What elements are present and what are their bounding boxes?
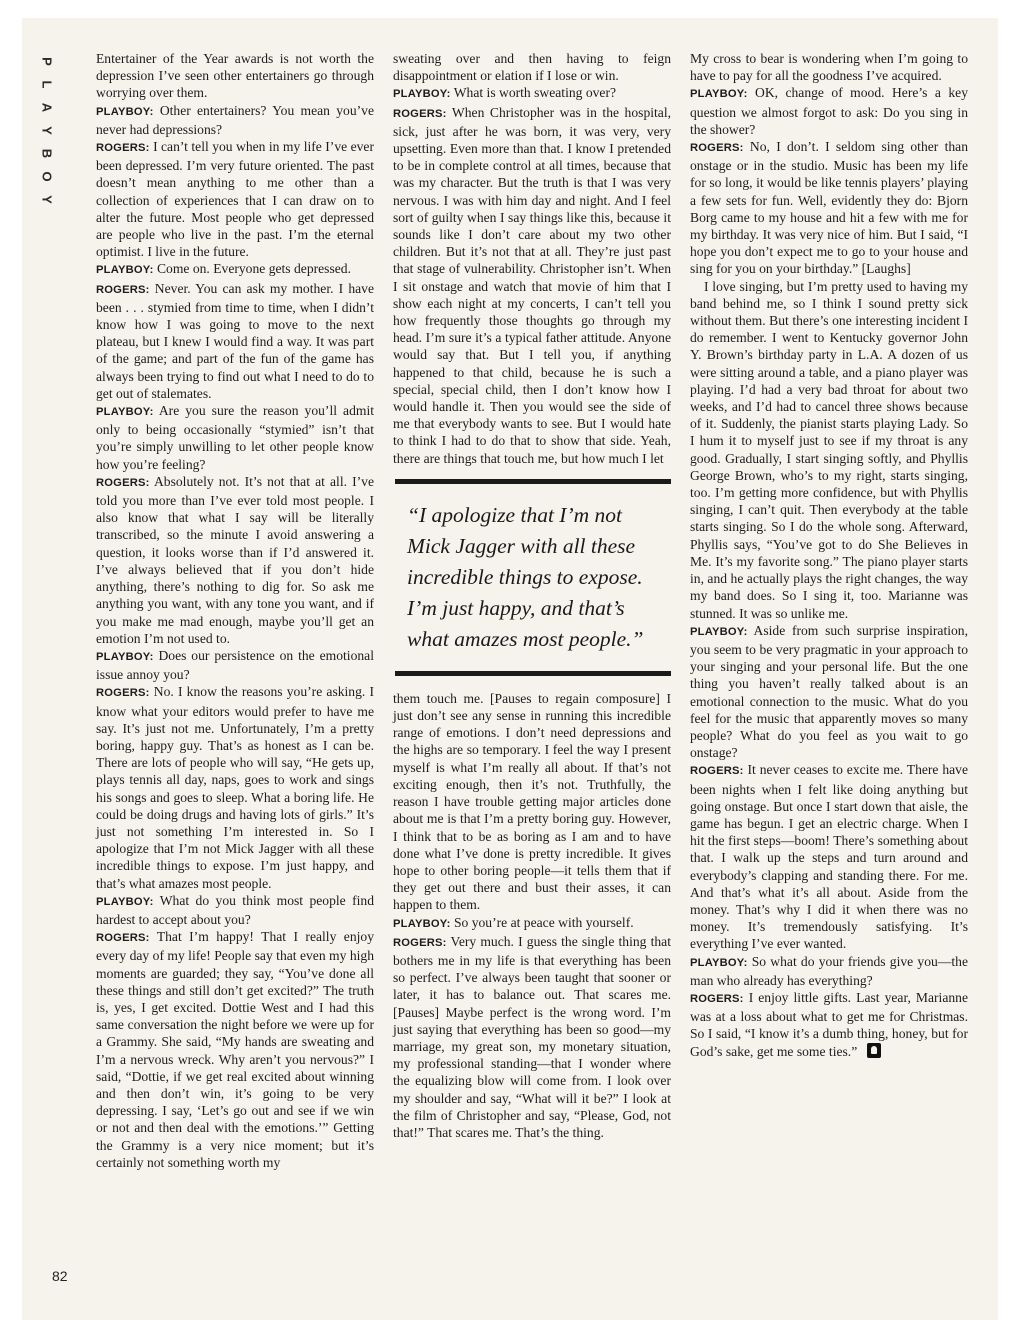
paragraph-text: Never. You can ask my mother. I have been . . . stymied from time to time, when I didn’t know how I was going to move to the next plateau, but I knew I would find a way. It was part of the game; and part of the fun of the game has always been trying to find out what I need to do to get out of stalemates. — [96, 280, 375, 401]
interview-exchange — [96, 892, 374, 928]
side-label-letter: B — [39, 148, 55, 159]
paragraph-text: Entertainer of the Year awards is not worth the depression I’ve seen other entertainers go through worrying over them. — [96, 51, 374, 101]
paragraph-text: That I’m happy! That I really enjoy every day of my life! People say that even my high moments are guarded; they say, “You’ve done all these things and still don’t get excited?” The truth is, yes, I get excited. Dottie West and I had this same conversation the night before we were up for a Grammy. She said, “My hands are sweating and I’m a nervous wreck. Why aren’t you nervous?” I said, “Dottie, if we get real excited about winning and then don’t win, it’s going to be very depressing. I say, ‘Let’s go out and see if we win or not and then deal with the emotions.’” Getting the Grammy is a very nice moment; but it’s certainly not something worth my — [96, 929, 375, 1170]
side-label-letter: P — [39, 57, 55, 66]
speaker-label: PLAYBOY: — [690, 625, 748, 638]
interview-exchange — [690, 761, 968, 952]
paragraph-text: Are you sure the reason you’ll admit only to being occasionally “stymied” isn’t that you’re simply unwilling to let other people know how you’re feeling? — [96, 403, 374, 472]
interview-exchange — [393, 104, 671, 467]
paragraph-text: What do you think most people find hardest to accept about you? — [96, 892, 375, 927]
speaker-label: ROGERS: — [690, 992, 744, 1005]
pull-quote: “I apologize that I’m not Mick Jagger with all these incredible things to expose. I’m just happy, and that’s what amazes most people.” — [407, 502, 644, 651]
speaker-label: ROGERS: — [96, 687, 150, 700]
paragraph-text: I love singing, but I’m pretty used to having my band behind me, so I think I sound pretty sick without them. But there’s one interesting incident I do remember. I went to Kentucky governor John Y. Brown’s birthday party in L.A. A dozen of us were sitting around a table, and a piano player was playing. I’d had a very bad throat for about two weeks, and I’d had to cancel three shows because of it. Suddenly, the pianist starts playing Lady. So I hum it to myself just to see if my throat is any good. Gradually, I start singing softly, and Phyllis George Brown, who’s to my right, starts singing, too. I’m getting more confidence, but with Phyllis singing, I can’t quit. Then everybody at the table starts singing. So I do the whole song. Afterward, Phyllis says, “You’ve got to do She Believes in Me. It’s my favorite song.” The piano player starts in, and he actually plays the right changes, the way my band does. So I sing it, too. Marianne was stunned. It was so unlike me. — [690, 278, 968, 621]
speaker-label: PLAYBOY: — [393, 917, 451, 930]
interview-exchange — [393, 84, 671, 103]
speaker-label: PLAYBOY: — [96, 650, 154, 663]
speaker-label: PLAYBOY: — [690, 956, 748, 969]
interview-exchange — [96, 138, 374, 260]
paragraph-text: Aside from such surprise inspiration, you seem to be very pragmatic in your approach to your singing and your personal life. But the one thing you haven’t really talked about is an emotional connection to the music. What do you feel for the music that apparently moves so many people? What do you feel as you wait to go onstage? — [690, 622, 968, 761]
pull-quote-bottom-rule — [395, 671, 671, 676]
speaker-label: PLAYBOY: — [690, 88, 748, 101]
side-label-letter: L — [39, 80, 55, 89]
body-paragraph — [393, 50, 671, 84]
paragraph-text: OK, change of mood. Here’s a key question we almost forgot to ask: Do you sing in the shower? — [690, 85, 968, 137]
paragraph-text: So what do your friends give you—the man who already has everything? — [690, 953, 968, 988]
paragraph-text: No. I know the reasons you’re asking. I know what your editors would prefer to have me say. It’s just not me. Unfortunately, I’m a pretty boring, happy guy. That’s as honest as I can be. There are lots of people who will say, “He gets up, plays tennis all day, naps, goes to work and sings his songs and goes to sleep. What a boring life. He could be doing drugs and having lots of girls.” It’s just not something I’m interested in. So I apologize that I’m not Mick Jagger with all these incredible things to expose. I’m just happy, and that’s what amazes most people. — [96, 684, 374, 891]
speaker-label: ROGERS: — [96, 932, 150, 945]
article-column-2 — [393, 50, 671, 1141]
interview-exchange — [96, 260, 374, 279]
paragraph-text: No, I don’t. I seldom sing other than onstage or in the studio. Music has been my life for so long, it would be like tennis players’ playing a few sets for fun. Well, evidently they do: Bjorn Borg came to my house and hit a few with me for my birthday. It was very nice of him. But I said, “I hope you don’t expect me to go to your house and sing for you on your birthday.” [Laughs] — [690, 139, 968, 277]
interview-exchange — [393, 914, 671, 933]
paragraph-text: Come on. Everyone gets depressed. — [156, 261, 351, 277]
playboy-bunny-icon — [867, 1043, 881, 1058]
speaker-label: PLAYBOY: — [96, 105, 154, 118]
paragraph-text: sweating over and then having to feign disappointment or elation if I lose or win. — [393, 51, 671, 84]
article-column-3 — [690, 50, 968, 1060]
interview-exchange — [690, 989, 968, 1060]
paragraph-text: It never ceases to excite me. There have been nights when I felt like doing anything but going onstage. But once I start down that aisle, the game has begun. I get an electric charge. When I hit the first steps—boom! There’s something about that. I walk up the steps and turn around and everybody’s clapping and standing there. For me. And that’s what it’s all about. Aside from the money. That’s why I did it when there was no money. It’s tremendously satisfying. It’s everything I’ve ever wanted. — [690, 762, 969, 952]
interview-exchange — [96, 473, 374, 647]
side-label-letter: Y — [39, 126, 55, 135]
magazine-side-label — [34, 50, 60, 211]
side-label-letter: Y — [39, 195, 55, 204]
side-label-letter: A — [39, 102, 55, 113]
paragraph-text: When Christopher was in the hospital, sick, just after he was born, it was very, very upsetting. Even more than that. I know I pretended to be in complete control at all times, because that was my character. But the truth is that I was very nervous. I was with him day and night. And I feel sort of guilty when I say things like this, because it sounds like I don’t care about my two other children. But it’s not that at all. They’re just past that stage of vulnerability. Christopher isn’t. When I sit onstage and watch that movie of him that I show each night at my concerts, I can’t tell you how frequently those thoughts go through my head. I’m sure it’s a typical father attitude. Anyone would say that. But I tell you, if anything happened to that child, because he is such a special, special child, then I don’t know how I would handle it. Then you would see the side of me that everybody wants to see. But I would hate to think I had to do that to show that side. Yeah, there are things that touch me, but how much I let — [393, 104, 671, 466]
paragraph-text: I enjoy little gifts. Last year, Marianne was at a loss about what to get me for Christmas. So I said, “I know it’s a dumb thing, honey, but for God’s sake, get me some ties.” — [690, 989, 968, 1059]
speaker-label: PLAYBOY: — [393, 88, 451, 101]
paragraph-text: I can’t tell you when in my life I’ve ever been depressed. I’m very future oriented. The past doesn’t mean anything to me other than a collection of experiences that I can draw on to alter the future. Most people who get depressed are people who live in the past. I’m the eternal optimist. I live in the future. — [96, 139, 374, 260]
interview-exchange — [690, 84, 968, 138]
interview-exchange — [96, 647, 374, 683]
body-paragraph — [96, 50, 374, 102]
speaker-label: ROGERS: — [96, 283, 150, 296]
paragraph-text: Does our persistence on the emotional issue annoy you? — [96, 647, 374, 683]
speaker-label: PLAYBOY: — [96, 895, 154, 908]
paragraph-text: What is worth sweating over? — [453, 85, 617, 101]
interview-exchange — [690, 622, 968, 762]
speaker-label: ROGERS: — [96, 142, 150, 155]
body-paragraph — [393, 690, 671, 914]
speaker-label: PLAYBOY: — [96, 264, 154, 277]
speaker-label: ROGERS: — [96, 476, 150, 489]
paragraph-text: Other entertainers? You mean you’ve never had depressions? — [96, 102, 374, 137]
article-column-1 — [96, 50, 374, 1171]
speaker-label: PLAYBOY: — [96, 406, 154, 419]
interview-exchange — [96, 402, 374, 473]
pull-quote-box — [393, 479, 671, 676]
side-label-letter: O — [39, 171, 55, 182]
interview-exchange — [96, 280, 374, 402]
interview-exchange — [96, 102, 374, 138]
interview-exchange — [96, 683, 374, 891]
interview-exchange — [690, 138, 968, 278]
paragraph-text: them touch me. [Pauses to regain composure] I just don’t see any sense in running this incredible range of emotions. I don’t need depressions and the highs are so temporary. I feel the way I present myself is what I’m really all about. If that’s not exciting enough, then it’s not. Truthfully, the reason I have trouble getting major articles done about me is that I’m a pretty boring guy. However, I think that to be as boring as I am and to have done what I’ve done is pretty incredible. It gives hope to other boring people—it tells them that if they get out there and bust their asses, it can happen to them. — [393, 690, 671, 913]
paragraph-text: Very much. I guess the single thing that bothers me in my life is that everything has been so perfect. I’ve always been taught that sooner or later, it has to balance out. That scares me. [Pauses] Maybe perfect is the wrong word. I’m just saying that everything has been so good—my marriage, my great son, my monetary situation, my professional standing—that I wonder where the equalizing blow will come from. I look over my shoulder and say, “What will it be?” I look at the film of Christopher and say, “Please, God, not that!” That scares me. That’s the thing. — [393, 933, 671, 1140]
column-2-top-text — [393, 50, 671, 467]
speaker-label: ROGERS: — [690, 765, 744, 778]
speaker-label: ROGERS: — [690, 142, 744, 155]
column-2-bottom-text — [393, 690, 671, 1141]
paragraph-text: So you’re at peace with yourself. — [453, 914, 634, 930]
body-paragraph — [690, 50, 968, 84]
interview-exchange — [96, 928, 374, 1171]
page-number: 82 — [52, 1268, 68, 1284]
interview-exchange — [393, 933, 671, 1141]
speaker-label: ROGERS: — [393, 936, 447, 949]
paragraph-text: Absolutely not. It’s not that at all. I’ve told you more than I’ve ever told most people. I also know that what I say will be literally transcribed, so the minute I avoid answering a question, it looks worse than if I’d answered it. I’ve always believed that if you don’t hide anything, there’s nothing to dig for. So ask me anything you want, with any tone you want, and if you make me mad enough, maybe you’ll get an emotion I’m not used to. — [96, 473, 374, 646]
paragraph-text: My cross to bear is wondering when I’m going to have to pay for all the goodness I’ve acquired. — [690, 51, 968, 84]
interview-exchange — [690, 953, 968, 989]
body-paragraph — [690, 278, 968, 622]
speaker-label: ROGERS: — [393, 107, 447, 120]
